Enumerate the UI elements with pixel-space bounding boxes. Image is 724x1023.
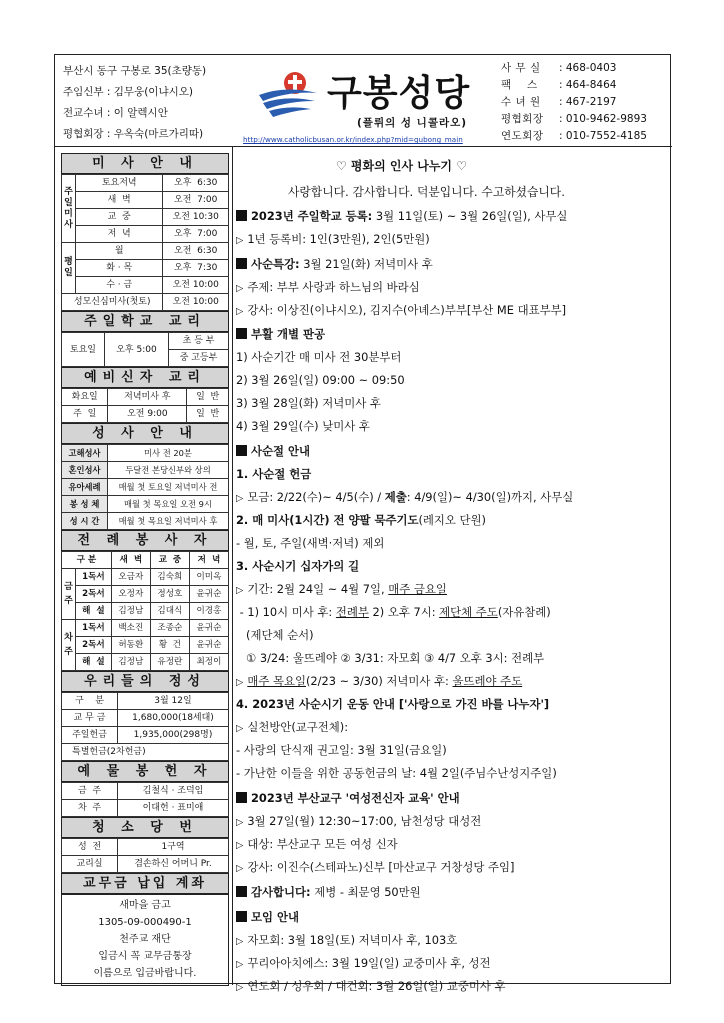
missionary-name: 전교수녀 : 이 알렉시안 [63, 107, 168, 119]
server-role: 2독서 [76, 637, 112, 654]
account-holder: 천주교 재단 [119, 934, 171, 945]
offering-title: 우리들의 정성 [61, 671, 229, 692]
list-item [236, 932, 457, 948]
mass-time: 오전 7:00 [163, 192, 229, 209]
triangle-bullet-icon: ▷ [236, 677, 244, 688]
item-text: (2/23 ~ 3/30) 저녁미사 후: [305, 674, 453, 688]
triangle-bullet-icon: ▷ [236, 817, 244, 828]
parish-info [63, 61, 206, 145]
server-name: 오정자 [111, 586, 150, 603]
item-text: (레지오 단원) [418, 513, 486, 527]
list-item [236, 302, 566, 318]
item-text-underlined: 제단체 주도 [439, 605, 498, 619]
contact-row: 평협회장 : 010-9462-9893 [501, 113, 647, 125]
servers-header: 새 벽 [111, 552, 150, 569]
item-text: 3월 27일(월) 12:30~17:00, 남천성당 대성전 [247, 814, 482, 828]
triangle-bullet-icon: ▷ [236, 723, 244, 734]
church-emblem-icon [255, 69, 325, 121]
sunday-school-title: 주일학교 교리 [61, 311, 229, 332]
server-name: 윤귀순 [189, 586, 228, 603]
sacrament-info: 매월 첫 토요일 저녁미사 전 [108, 479, 229, 496]
server-name: 백소진 [111, 620, 150, 637]
item-text-bold: 제출 [384, 490, 407, 504]
bullet-square-icon [236, 258, 247, 269]
server-name: 조종순 [150, 620, 189, 637]
sacrament-info: 미사 전 20분 [108, 445, 229, 462]
special-mass-time: 오전 10:00 [163, 294, 229, 311]
section-detail: 제병 - 최문영 50만원 [310, 885, 421, 899]
triangle-bullet-icon: ▷ [236, 959, 244, 970]
mass-time: 오후 7:00 [163, 226, 229, 243]
server-name: 허동환 [111, 637, 150, 654]
item-text: 2) 오후 7시: [368, 605, 440, 619]
sacrament-info: 매월 첫 목요일 오전 9시 [108, 496, 229, 513]
section-title: 모임 안내 [251, 910, 299, 924]
item-text: 기간: 2월 24일 ~ 4월 7일, [247, 582, 389, 596]
this-week-label: 금 주 [62, 569, 76, 620]
donor-week: 금 주 [62, 783, 118, 800]
catechumen-day: 화요일 [62, 389, 108, 406]
mass-time: 오전 10:30 [163, 209, 229, 226]
server-name: 오금자 [111, 569, 150, 586]
list-item: 2) 3월 26일(일) 09:00 ~ 09:50 [236, 373, 405, 387]
section-confession [236, 326, 325, 342]
cleaning-group: 1구역 [118, 839, 229, 856]
donors-title: 예 물 봉 헌 자 [61, 761, 229, 782]
item-text: 연도회 / 성우회 / 대건회: 3월 26일(일) 교중미사 후 [247, 979, 506, 993]
section-title: 사순특강: [251, 257, 300, 271]
mass-time: 오전 10:00 [163, 277, 229, 294]
parish-logo [243, 63, 495, 144]
contact-row: 사 무 실 : 468-0403 [501, 62, 617, 74]
section-lent [236, 443, 310, 459]
item-text: 주제: 부부 사랑과 하느님의 바라심 [247, 280, 420, 294]
offering-table [61, 692, 229, 761]
list-item: (제단체 순서) [246, 628, 314, 642]
sacraments-title: 성 사 안 내 [61, 423, 229, 444]
offering-value: 1,680,000(18세대) [118, 710, 229, 727]
section-detail: 3월 21일(화) 저녁미사 후 [299, 257, 433, 271]
item-text: (자유참례) [497, 605, 551, 619]
item-text-underlined: 울뜨레야 주도 [452, 674, 523, 688]
account-note: 이름으로 입금바랍니다. [93, 968, 197, 979]
account-number: 1305-09-000490-1 [98, 917, 192, 928]
pastor-name: 주임신부 : 김무웅(이냐시오) [63, 86, 193, 98]
offering-value: 3월 12일 [118, 693, 229, 710]
list-item: - 사랑의 단식재 권고일: 3월 31일(금요일) [236, 743, 447, 757]
cleaning-place: 성 전 [62, 839, 118, 856]
sacrament-info: 매월 첫 목요일 저녁미사 후 [108, 513, 229, 530]
section-meetings [236, 909, 299, 925]
list-item [236, 836, 398, 852]
server-name: 유정란 [150, 654, 189, 671]
sacrament-info: 두달전 본당신부와 상의 [108, 462, 229, 479]
mass-time: 오후 7:30 [163, 260, 229, 277]
cleaning-title: 청 소 당 번 [61, 817, 229, 838]
special-mass-name: 성모신심미사(첫토) [62, 294, 163, 311]
item-text-bold: 2. 매 미사(1시간) 전 양팔 묵주기도 [236, 513, 419, 527]
contact-row: 수 녀 원 : 467-2197 [501, 96, 617, 108]
list-item [236, 859, 514, 875]
item-text: 자모회: 3월 18일(토) 저녁미사 후, 103호 [247, 933, 458, 947]
donor-names: 김철식 · 조덕임 [118, 783, 229, 800]
triangle-bullet-icon: ▷ [236, 936, 244, 947]
list-item [236, 673, 522, 689]
list-item [236, 813, 481, 829]
server-role: 해 설 [76, 654, 112, 671]
bullet-square-icon [236, 911, 247, 922]
list-item [236, 231, 430, 247]
column-divider [232, 147, 233, 985]
section-thanks [236, 884, 421, 900]
subsection-title [236, 512, 486, 528]
mass-time: 오전 6:30 [163, 243, 229, 260]
offering-label: 교 무 금 [62, 710, 118, 727]
offering-label: 구 분 [62, 693, 118, 710]
item-text-underlined: 매주 금요일 [388, 582, 447, 596]
triangle-bullet-icon: ▷ [236, 235, 244, 246]
school-day: 토요일 [62, 333, 105, 367]
greeting-title: ♡ 평화의 인사 나누기 ♡ [336, 159, 467, 173]
section-title: 감사합니다: [251, 885, 311, 899]
sacraments-table [61, 444, 229, 530]
list-item [236, 279, 420, 295]
item-text: - 1) 10시 미사 후: [236, 605, 336, 619]
server-role: 해 설 [76, 603, 112, 620]
bullet-square-icon [236, 210, 247, 221]
sacrament-name: 혼인성사 [62, 462, 108, 479]
sunday-school-table [61, 332, 229, 367]
list-item: 3) 3월 28일(화) 저녁미사 후 [236, 396, 381, 410]
parish-url-link[interactable]: http://www.catholicbusan.or.kr/index.php?mid=gubong_main [243, 135, 463, 144]
contact-row: 연도회장 : 010-7552-4185 [501, 130, 647, 142]
catechumen-day: 주 일 [62, 406, 108, 423]
subsection-title: 1. 사순절 헌금 [236, 467, 312, 481]
triangle-bullet-icon: ▷ [236, 863, 244, 874]
catechumen-table [61, 388, 229, 423]
list-item [236, 489, 573, 505]
servers-table [61, 551, 229, 671]
cleaning-table [61, 838, 229, 873]
mass-time: 오후 6:30 [163, 175, 229, 192]
server-name: 정성호 [150, 586, 189, 603]
greeting-text: 사랑합니다. 감사합니다. 덕분입니다. 수고하셨습니다. [288, 185, 565, 199]
server-name: 윤귀순 [189, 620, 228, 637]
parish-patron: (플뤼의 성 니콜라오) [357, 117, 468, 129]
offering-label: 특별헌금(2차헌금) [62, 744, 229, 761]
list-item: 1) 사순기간 매 미사 전 30분부터 [236, 350, 402, 364]
president-name: 평협회장 : 우옥숙(마르가리따) [63, 128, 204, 140]
subsection-title: 4. 2023년 사순시기 운동 안내 ['사랑으로 가진 바를 나누자'] [236, 697, 550, 711]
section-title: 2023년 주일학교 등록: [251, 209, 373, 223]
servers-header: 교 중 [150, 552, 189, 569]
mass-name: 화 · 목 [76, 260, 163, 277]
mass-table [61, 174, 229, 311]
bullet-square-icon [236, 445, 247, 456]
item-text: 모금: 2/22(수)~ 4/5(수) / [247, 490, 385, 504]
catechumen-title: 예비신자 교리 [61, 367, 229, 388]
section-school-registration [236, 208, 567, 224]
list-item [236, 581, 447, 597]
mass-name: 월 [76, 243, 163, 260]
contact-list [501, 60, 647, 145]
donor-week: 차 주 [62, 800, 118, 817]
servers-title: 전 례 봉 사 자 [61, 530, 229, 551]
bullet-square-icon [236, 886, 247, 897]
bullet-square-icon [236, 328, 247, 339]
next-week-label: 차 주 [62, 620, 76, 671]
list-item [236, 955, 491, 971]
server-name: 윤귀순 [189, 637, 228, 654]
server-name: 김정남 [111, 603, 150, 620]
server-name: 이미옥 [189, 569, 228, 586]
cleaning-group: 겸손하신 어머니 Pr. [118, 856, 229, 873]
sacrament-name: 고해성사 [62, 445, 108, 462]
bullet-square-icon [236, 792, 247, 803]
mass-section-title: 미 사 안 내 [61, 153, 229, 174]
cleaning-place: 교리실 [62, 856, 118, 873]
sunday-mass-label: 주 일 미 사 [62, 175, 76, 243]
item-text: : 4/9(일)~ 4/30(일)까지, 사무실 [406, 490, 574, 504]
item-text: 강사: 이진수(스테파노)신부 [마산교구 거창성당 주임] [247, 860, 515, 874]
section-title: 부활 개별 판공 [251, 327, 325, 341]
section-women-education [236, 790, 460, 806]
parish-title: 구봉성당 [327, 73, 471, 114]
mass-name: 수 · 금 [76, 277, 163, 294]
contact-row: 팩 스 : 464-8464 [501, 79, 617, 91]
item-text: 강사: 이상진(이냐시오), 김지수(아녜스)부부[부산 ME 대표부부] [247, 303, 567, 317]
section-detail: 3월 11일(토) ~ 3월 26일(일), 사무실 [372, 209, 568, 223]
server-name: 이경홍 [189, 603, 228, 620]
mass-name: 교 중 [76, 209, 163, 226]
servers-header: 구 분 [62, 552, 112, 569]
account-title: 교무금 납입 계좌 [61, 873, 229, 894]
item-text-underlined: 전례부 [335, 605, 369, 619]
list-item [236, 719, 348, 735]
triangle-bullet-icon: ▷ [236, 840, 244, 851]
triangle-bullet-icon: ▷ [236, 283, 244, 294]
sacrament-name: 성 시 간 [62, 513, 108, 530]
list-item: - 가난한 이들을 위한 공동헌금의 날: 4월 2일(주님수난성지주일) [236, 766, 557, 780]
list-item: - 월, 토, 주일(새벽·저녁) 제외 [236, 536, 385, 550]
server-name: 김대식 [150, 603, 189, 620]
account-box [61, 894, 229, 986]
donor-names: 이대헌 · 표미애 [118, 800, 229, 817]
account-note: 입금시 꼭 교무금통장 [98, 951, 192, 962]
section-lenten-lecture [236, 256, 433, 272]
servers-header: 저 녁 [189, 552, 228, 569]
list-item [236, 604, 551, 620]
server-role: 1독서 [76, 620, 112, 637]
left-sidebar [61, 153, 229, 986]
list-item: 4) 3월 29일(수) 낮미사 후 [236, 419, 370, 433]
triangle-bullet-icon: ▷ [236, 585, 244, 596]
catechumen-group: 일 반 [187, 389, 229, 406]
mass-name: 토요저녁 [76, 175, 163, 192]
catechumen-time: 저녁미사 후 [108, 389, 187, 406]
server-role: 2독서 [76, 586, 112, 603]
server-role: 1독서 [76, 569, 112, 586]
bulletin-page [54, 54, 671, 993]
section-title: 2023년 부산교구 '여성전신자 교육' 안내 [251, 791, 460, 805]
sacrament-name: 봉 성 체 [62, 496, 108, 513]
item-text: 1년 등록비: 1인(3만원), 2인(5만원) [247, 232, 430, 246]
mass-name: 새 벽 [76, 192, 163, 209]
item-text: 대상: 부산교구 모든 여성 신자 [247, 837, 398, 851]
server-name: 김숙희 [150, 569, 189, 586]
server-name: 김정남 [111, 654, 150, 671]
server-name: 최정이 [189, 654, 228, 671]
item-text: 실천방안(교구전체): [247, 720, 349, 734]
section-title: 사순절 안내 [251, 444, 310, 458]
bulletin-header [55, 55, 672, 147]
school-group: 초 등 부 [169, 333, 229, 350]
subsection-title: 3. 사순시기 십자가의 길 [236, 559, 360, 573]
donors-table [61, 782, 229, 817]
catechumen-group: 일 반 [187, 406, 229, 423]
item-text-underlined: 매주 목요일 [247, 674, 306, 688]
parish-address: 부산시 동구 구봉로 35(초량동) [63, 65, 207, 77]
bank-name: 새마을 금고 [119, 900, 171, 911]
school-group: 중 고등부 [169, 350, 229, 367]
list-item: ① 3/24: 울뜨레야 ② 3/31: 자모회 ③ 4/7 오후 3시: 전례부 [246, 651, 545, 665]
offering-label: 주일헌금 [62, 727, 118, 744]
weekday-mass-label: 평 일 [62, 243, 76, 294]
school-time: 오후 5:00 [104, 333, 168, 367]
catechumen-time: 오전 9:00 [108, 406, 187, 423]
list-item [236, 978, 505, 994]
mass-name: 저 녁 [76, 226, 163, 243]
offering-value: 1,935,000(298명) [118, 727, 229, 744]
sacrament-name: 유아세례 [62, 479, 108, 496]
triangle-bullet-icon: ▷ [236, 982, 244, 993]
triangle-bullet-icon: ▷ [236, 306, 244, 317]
triangle-bullet-icon: ▷ [236, 493, 244, 504]
server-name: 황 건 [150, 637, 189, 654]
item-text: 꾸리아아치에스: 3월 19일(일) 교중미사 후, 성전 [247, 956, 491, 970]
